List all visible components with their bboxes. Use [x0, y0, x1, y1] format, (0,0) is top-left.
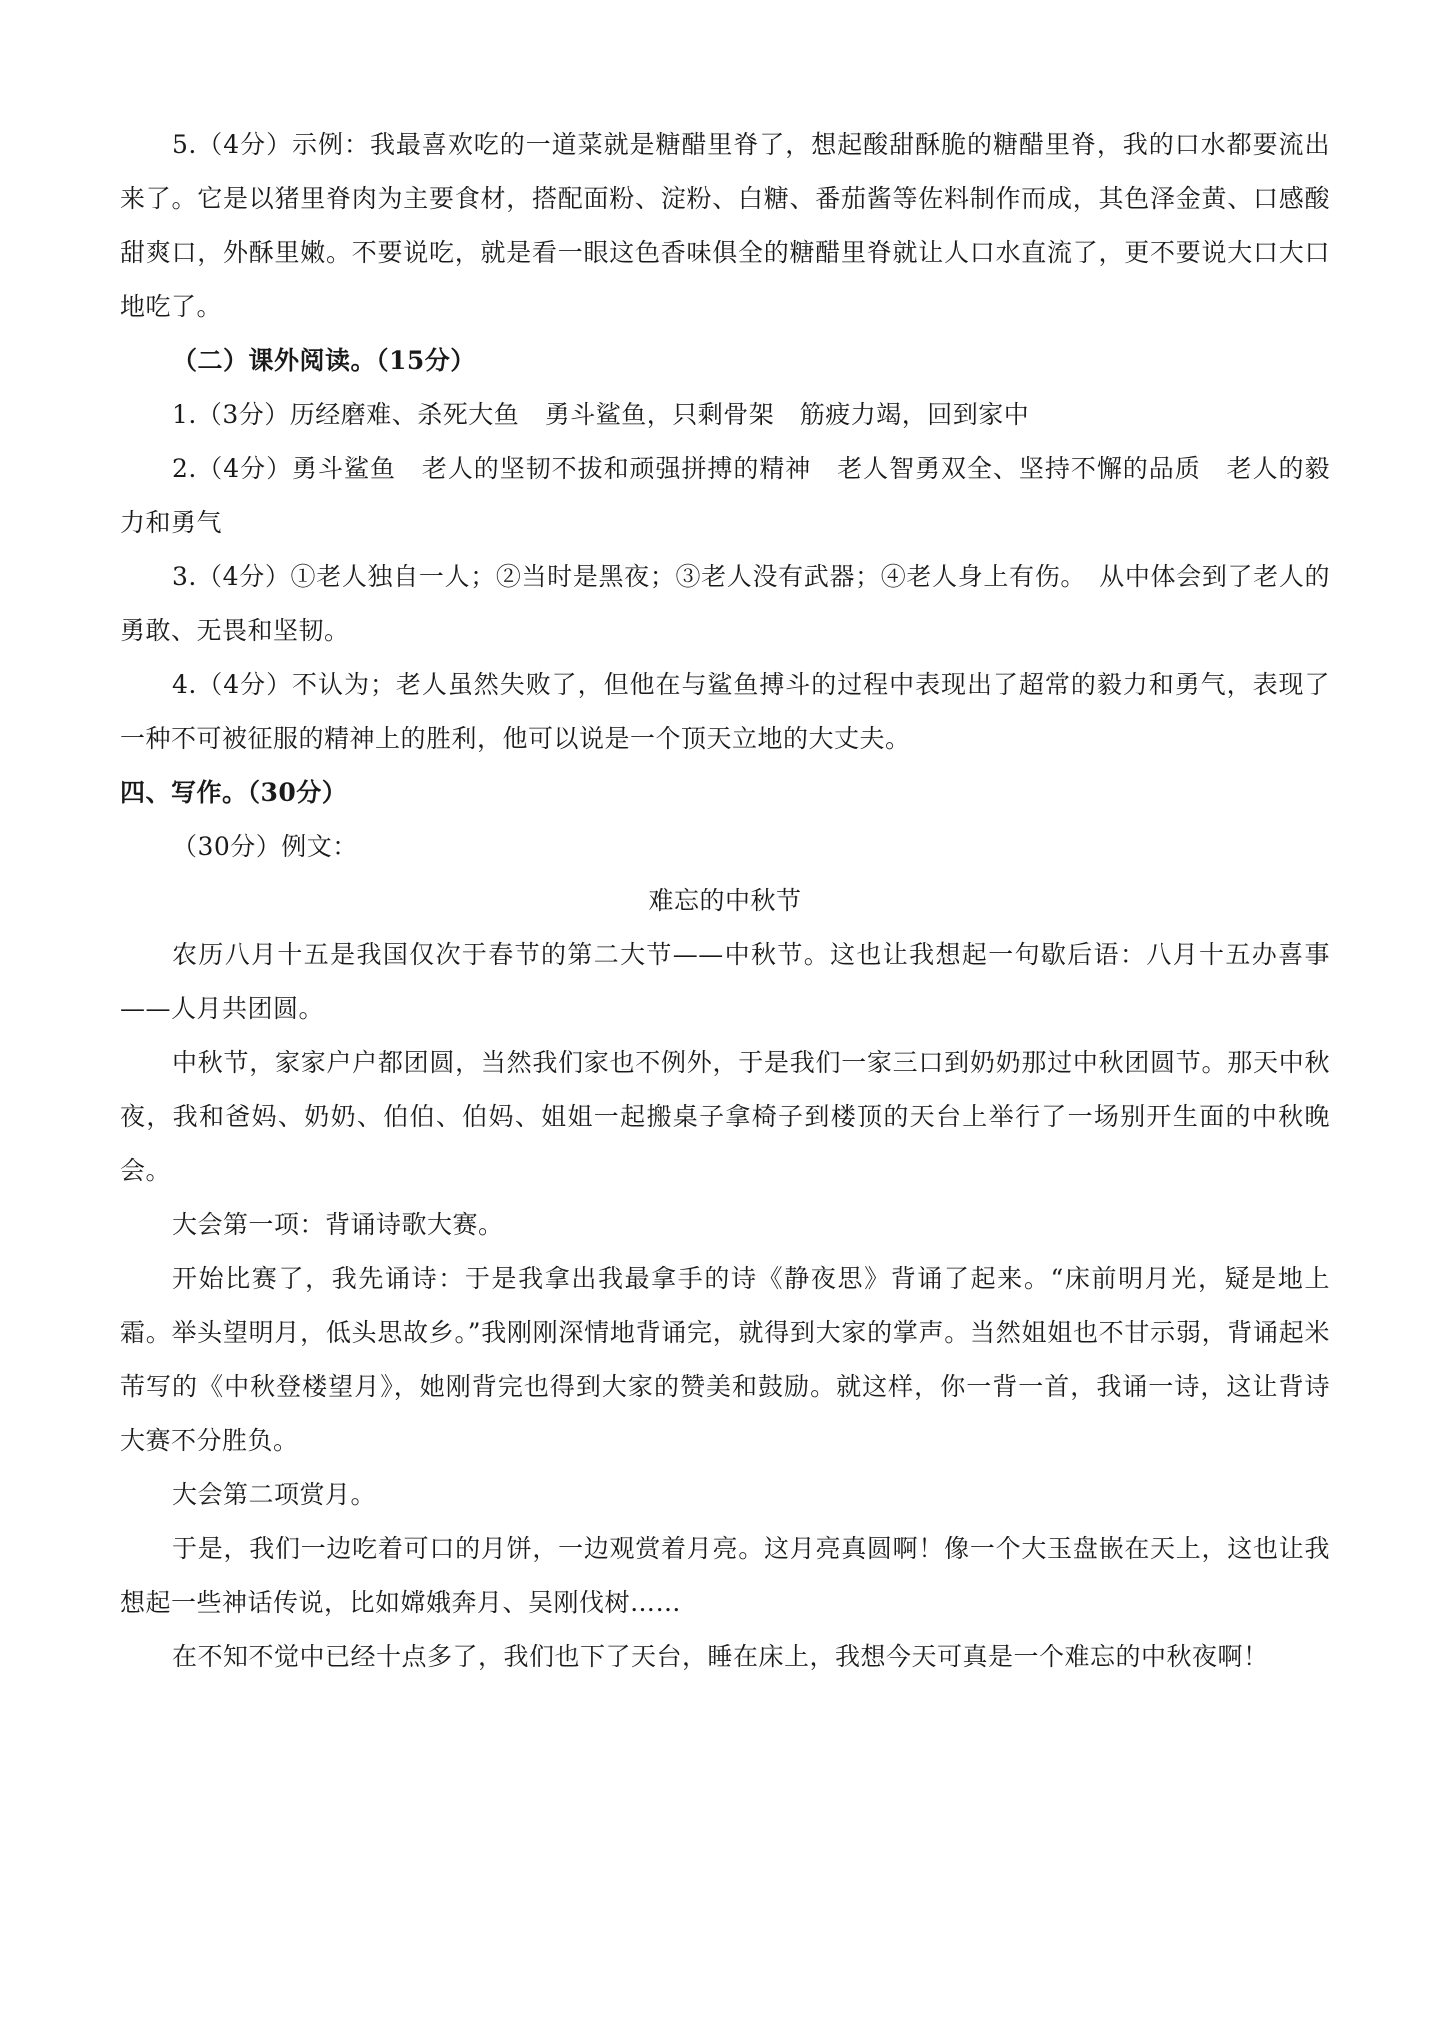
extracurricular-answer-1: 1.（3分）历经磨难、杀死大鱼 勇斗鲨鱼，只剩骨架 筋疲力竭，回到家中: [172, 400, 1030, 429]
answer-sheet-page: [120, 118, 1330, 1684]
extracurricular-reading-heading: （二）课外阅读。（15分）: [172, 346, 476, 375]
reading-answer-q5: 5.（4分）示例：我最喜欢吃的一道菜就是糖醋里脊了，想起酸甜酥脆的糖醋里脊，我的口水都要流出来了。它是以猪里脊肉为主要食材，搭配面粉、淀粉、白糖、番茄酱等佐料制作而成，其色泽金黄、口感酸甜爽口，外酥里嫩。不要说吃，就是看一眼这色香味俱全的糖醋里脊就让人口水直流了，更不要说大口大口地吃了。: [120, 130, 1330, 321]
writing-heading: 四、写作。（30分）: [120, 778, 348, 807]
essay-title: 难忘的中秋节: [648, 886, 802, 915]
essay-paragraph: 中秋节，家家户户都团圆，当然我们家也不例外，于是我们一家三口到奶奶那过中秋团圆节。那天中秋夜，我和爸妈、奶奶、伯伯、伯妈、姐姐一起搬桌子拿椅子到楼顶的天台上举行了一场别开生面的中秋晚会。: [120, 1048, 1330, 1185]
essay-paragraph: 大会第二项赏月。: [172, 1480, 377, 1509]
essay-paragraph: 在不知不觉中已经十点多了，我们也下了天台，睡在床上，我想今天可真是一个难忘的中秋夜啊！: [172, 1642, 1269, 1671]
extracurricular-answer-2: 2.（4分）勇斗鲨鱼 老人的坚韧不拔和顽强拼搏的精神 老人智勇双全、坚持不懈的品质 老人的毅力和勇气: [120, 454, 1330, 537]
extracurricular-answer-4: 4.（4分）不认为；老人虽然失败了，但他在与鲨鱼搏斗的过程中表现出了超常的毅力和勇气，表现了一种不可被征服的精神上的胜利，他可以说是一个顶天立地的大丈夫。: [120, 670, 1330, 753]
essay-paragraph: 农历八月十五是我国仅次于春节的第二大节——中秋节。这也让我想起一句歇后语：八月十五办喜事——人月共团圆。: [120, 940, 1330, 1023]
essay-paragraph: 于是，我们一边吃着可口的月饼，一边观赏着月亮。这月亮真圆啊！像一个大玉盘嵌在天上，这也让我想起一些神话传说，比如嫦娥奔月、吴刚伐树……: [120, 1534, 1330, 1617]
essay-paragraph: 大会第一项：背诵诗歌大赛。: [172, 1210, 504, 1239]
essay-paragraph: 开始比赛了，我先诵诗：于是我拿出我最拿手的诗《静夜思》背诵了起来。“床前明月光，疑是地上霜。举头望明月，低头思故乡。”我刚刚深情地背诵完，就得到大家的掌声。当然姐姐也不甘示弱，背诵起米芾写的《中秋登楼望月》，她刚背完也得到大家的赞美和鼓励。就这样，你一背一首，我诵一诗，这让背诗大赛不分胜负。: [120, 1264, 1330, 1455]
writing-intro: （30分）例文：: [172, 832, 358, 861]
extracurricular-answer-3: 3.（4分）①老人独自一人；②当时是黑夜；③老人没有武器；④老人身上有伤。 从中体会到了老人的勇敢、无畏和坚韧。: [120, 562, 1330, 645]
